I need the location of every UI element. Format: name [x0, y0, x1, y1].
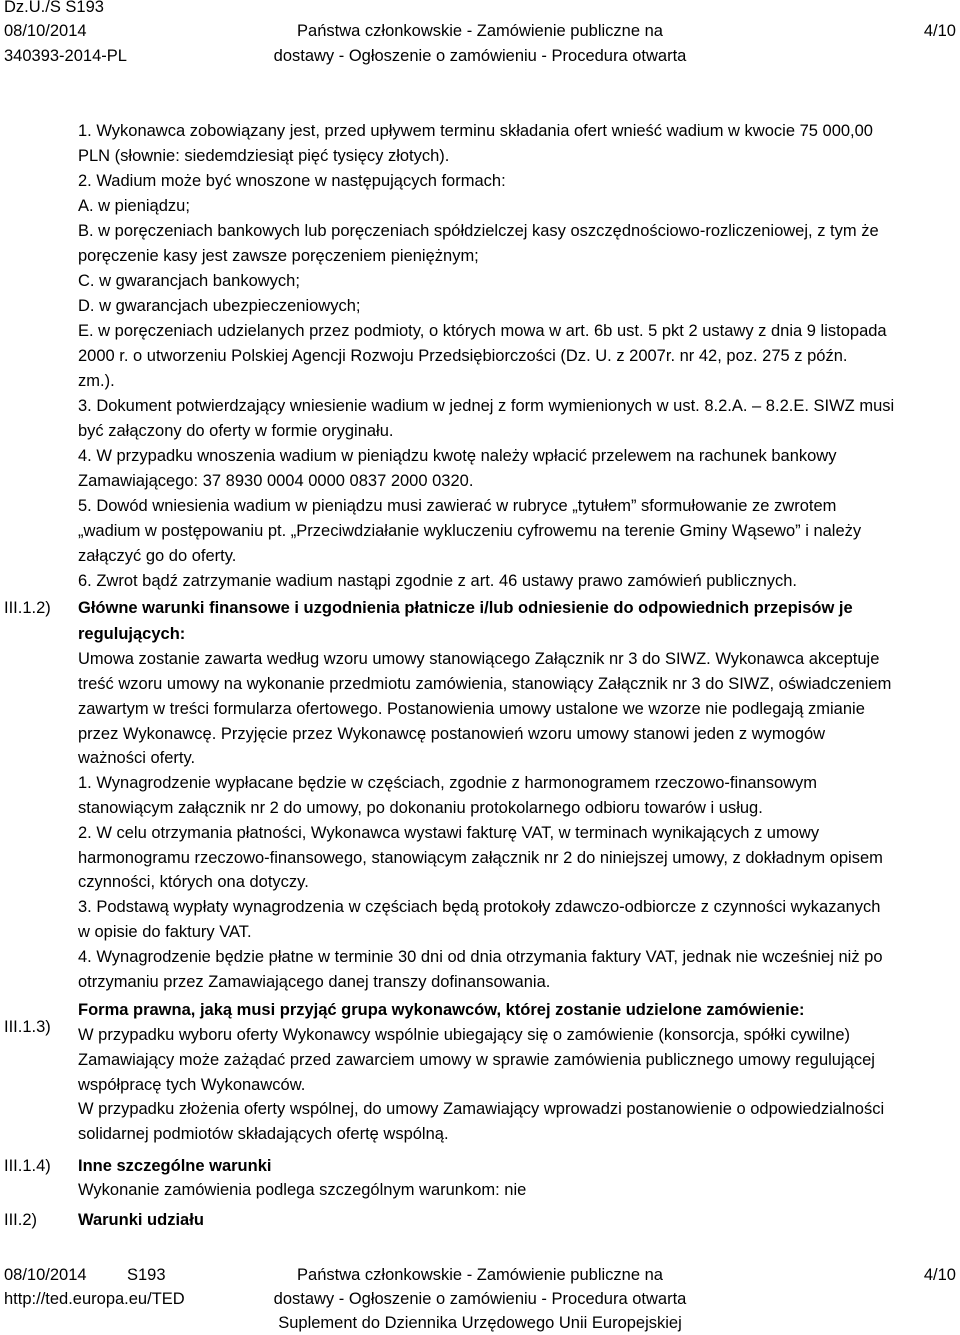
body-line: 2. W celu otrzymania płatności, Wykonawca wystawi fakturę VAT, w terminach wynikających z umowy — [78, 824, 820, 842]
section-number: III.1.2) — [4, 599, 51, 617]
footer-date: 08/10/2014 — [4, 1266, 87, 1284]
body-line: Wykonanie zamówienia podlega szczególnym warunkom: nie — [78, 1181, 527, 1199]
body-line: być załączony do oferty w formie oryginału. — [78, 422, 394, 440]
section-heading: Główne warunki finansowe i uzgodnienia płatnicze i/lub odniesienie do odpowiednich przepisów je — [78, 599, 853, 617]
body-line: Umowa zostanie zawarta według wzoru umowy stanowiącego Załącznik nr 3 do SIWZ. Wykonawca akceptuje — [78, 650, 880, 668]
body-line: A. w pieniądzu; — [78, 197, 190, 215]
footer-page-number: 4/10 — [923, 1266, 956, 1284]
section-number: III.2) — [4, 1211, 38, 1229]
body-line: w opisie do faktury VAT. — [78, 923, 252, 941]
body-line: Zamawiający może zażądać przed zawarciem umowy w sprawie zamówienia publicznego umowy regulującej — [78, 1051, 875, 1069]
body-line: „wadium w postępowaniu pt. „Przeciwdziałanie wykluczeniu cyfrowemu na terenie Gminy Wąsewo” i należy — [78, 522, 862, 540]
body-line: zm.). — [78, 372, 115, 390]
body-line: 4. W przypadku wnoszenia wadium w pieniądzu kwotę należy wpłacić przelewem na rachunek bankowy — [78, 447, 837, 465]
body-line: otrzymaniu przez Zamawiającego danej transzy dofinansowania. — [78, 973, 551, 991]
body-line: 1. Wykonawca zobowiązany jest, przed upływem terminu składania ofert wnieść wadium w kwocie 75 000,00 — [78, 122, 873, 140]
header-title-line2: dostawy - Ogłoszenie o zamówieniu - Procedura otwarta — [273, 47, 687, 65]
section-number: III.1.4) — [4, 1157, 51, 1175]
header-page-number: 4/10 — [923, 22, 956, 40]
section-number: III.1.3) — [4, 1018, 51, 1036]
body-line: B. w poręczeniach bankowych lub poręczeniach spółdzielczej kasy oszczędnościowo-rozliczeniowej, z tym że — [78, 222, 879, 240]
body-line: zawartym w treści formularza ofertowego. Postanowienia umowy ustalone we wzorze nie podlegają zmianie — [78, 700, 865, 718]
body-line: 1. Wynagrodzenie wypłacane będzie w częściach, zgodnie z harmonogramem rzeczowo-finansowym — [78, 774, 818, 792]
section-heading: Warunki udziału — [78, 1211, 204, 1229]
doc-ref: Dz.U./S S193 — [4, 0, 104, 16]
doc-id: 340393-2014-PL — [4, 47, 127, 65]
body-line: 2000 r. o utworzeniu Polskiej Agencji Rozwoju Przedsiębiorczości (Dz. U. z 2007r. nr 42, poz. 275 z późn. — [78, 347, 848, 365]
body-line: solidarnej podmiotów składających ofertę wspólną. — [78, 1125, 449, 1143]
body-line: 2. Wadium może być wnoszone w następujących formach: — [78, 172, 506, 190]
body-line: poręczenie kasy jest zawsze poręczeniem pieniężnym; — [78, 247, 479, 265]
footer-title-line2: dostawy - Ogłoszenie o zamówieniu - Procedura otwarta — [273, 1290, 687, 1308]
section-heading: Forma prawna, jaką musi przyjąć grupa wykonawców, której zostanie udzielone zamówienie: — [78, 1001, 805, 1019]
body-line: Zamawiającego: 37 8930 0004 0000 0837 2000 0320. — [78, 472, 474, 490]
body-line: 5. Dowód wniesienia wadium w pieniądzu musi zawierać w rubryce „tytułem” sformułowanie ze zwrotem — [78, 497, 837, 515]
footer-url[interactable]: http://ted.europa.eu/TED — [4, 1290, 185, 1308]
section-heading: Inne szczególne warunki — [78, 1157, 272, 1175]
section-heading: regulujących: — [78, 625, 186, 643]
body-line: 4. Wynagrodzenie będzie płatne w terminie 30 dni od dnia otrzymania faktury VAT, jednak nie wcześniej niż po — [78, 948, 883, 966]
body-line: D. w gwarancjach ubezpieczeniowych; — [78, 297, 361, 315]
body-line: harmonogramu rzeczowo-finansowego, stanowiącym załącznik nr 2 do niniejszej umowy, z dokładnym opisem — [78, 849, 883, 867]
body-line: 3. Dokument potwierdzający wniesienie wadium w jednej z form wymienionych w ust. 8.2.A. – 8.2.E. SIWZ musi — [78, 397, 895, 415]
footer-series: S193 — [127, 1266, 166, 1284]
body-line: 6. Zwrot bądź zatrzymanie wadium nastąpi zgodnie z art. 46 ustawy prawo zamówień publicznych. — [78, 572, 798, 590]
body-line: E. w poręczeniach udzielanych przez podmioty, o których mowa w art. 6b ust. 5 pkt 2 ustawy z dnia 9 listopada — [78, 322, 887, 340]
body-line: czynności, których ona dotyczy. — [78, 873, 309, 891]
footer-title-line1: Państwa członkowskie - Zamówienie publiczne na — [297, 1266, 663, 1284]
body-line: treść wzoru umowy na wykonanie przedmiotu zamówienia, stanowiący Załącznik nr 3 do SIWZ, oświadczeniem — [78, 675, 892, 693]
header-title-line1: Państwa członkowskie - Zamówienie publiczne na — [297, 22, 663, 40]
body-line: C. w gwarancjach bankowych; — [78, 272, 300, 290]
header-date: 08/10/2014 — [4, 22, 87, 40]
body-line: ważności oferty. — [78, 749, 196, 767]
footer-title-line3: Suplement do Dziennika Urzędowego Unii Europejskiej — [278, 1314, 682, 1332]
body-line: W przypadku wyboru oferty Wykonawcy wspólnie ubiegający się o zamówienie (konsorcja, spółki cywilne) — [78, 1026, 851, 1044]
body-line: W przypadku złożenia oferty wspólnej, do umowy Zamawiający wprowadzi postanowienie o odpowiedzialności — [78, 1100, 885, 1118]
body-line: stanowiącym załącznik nr 2 do umowy, po dokonaniu protokolarnego odbioru towarów i usług. — [78, 799, 763, 817]
body-line: przez Wykonawcę. Przyjęcie przez Wykonawcę postanowień wzoru umowy stanowi jeden z wymogów — [78, 725, 826, 743]
body-line: współpracę tych Wykonawców. — [78, 1076, 306, 1094]
body-line: PLN (słownie: siedemdziesiąt pięć tysięcy złotych). — [78, 147, 450, 165]
body-line: załączyć go do oferty. — [78, 547, 237, 565]
body-line: 3. Podstawą wypłaty wynagrodzenia w częściach będą protokoły zdawczo-odbiorcze z czynności wykazanych — [78, 898, 881, 916]
